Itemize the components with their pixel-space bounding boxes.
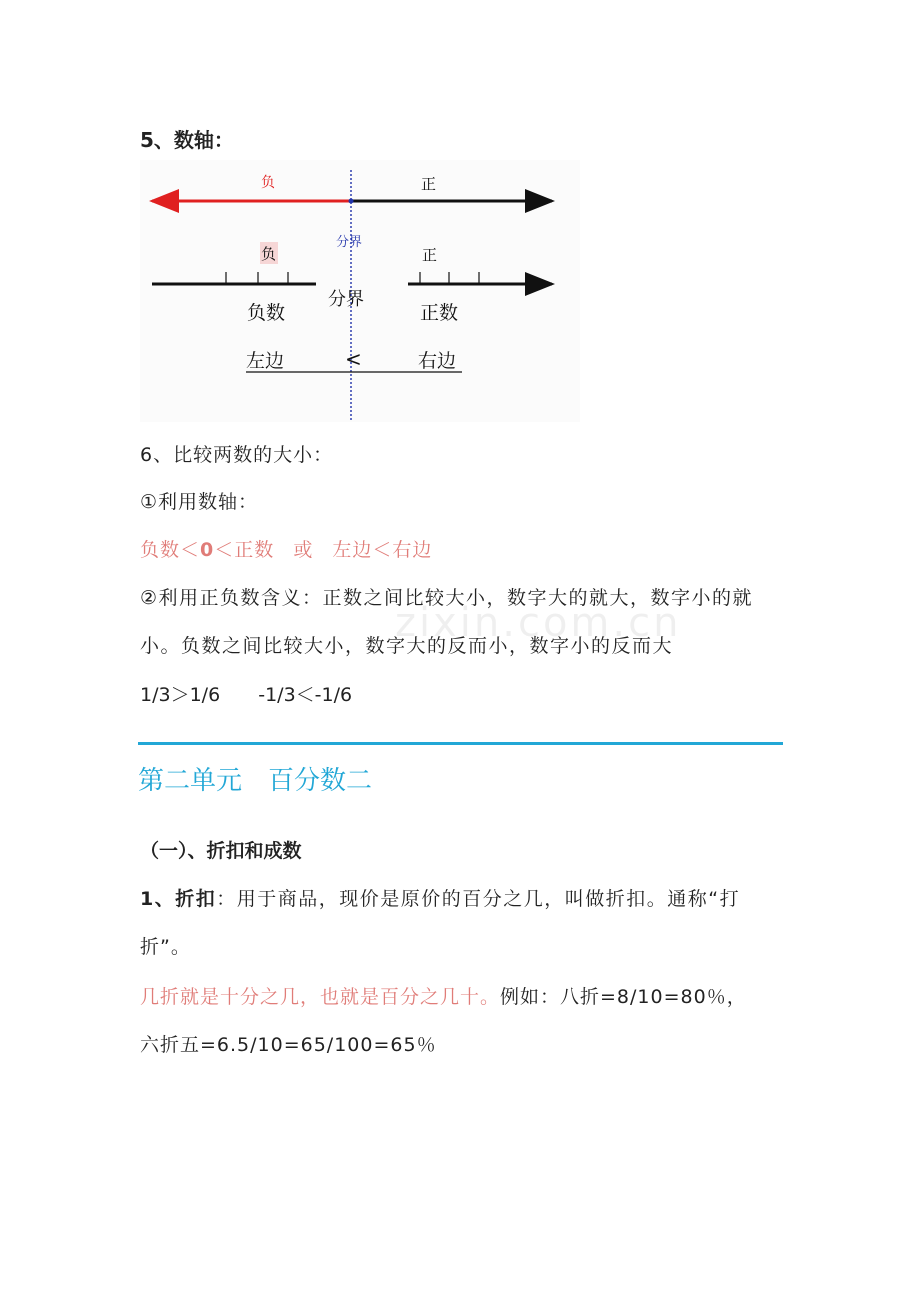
method-1-label: ①利用数轴： — [140, 491, 259, 513]
separator: ： — [216, 888, 237, 910]
rule-part-2: ＜正数 — [214, 539, 275, 561]
example-positive-fractions: 1/3＞1/6 — [140, 684, 221, 706]
method-2-line-1: ②利用正负数含义：正数之间比较大小，数字大的就大，数字小的就 — [140, 587, 754, 609]
method-2-line-2: 小。负数之间比较大小，数字大的反而小，数字小的反而大 — [140, 635, 674, 657]
discount-example-1: 例如：八折=8/10=80％， — [500, 986, 747, 1008]
discount-term: 1、折扣 — [140, 888, 217, 910]
negative-label-mid: 负 — [261, 245, 277, 263]
rule-part-1: 负数＜ — [140, 539, 201, 561]
unit-divider — [138, 742, 783, 745]
negative-numbers-label: 负数 — [247, 302, 286, 324]
discount-definition: 用于商品，现价是原价的百分之几，叫做折扣。通称“打 — [236, 888, 741, 910]
comparison-rule — [140, 535, 432, 562]
origin-dot — [349, 199, 354, 204]
section-heading-number-line: 5、数轴： — [140, 128, 234, 152]
fraction-examples — [140, 680, 352, 707]
unit-title: 第二单元 百分数二 — [138, 766, 373, 796]
number-line-diagram — [140, 160, 580, 422]
rule-or: 或 — [293, 539, 314, 561]
right-side-label: 右边 — [418, 350, 457, 372]
subsection-heading: （一）、折扣和成数 — [140, 840, 302, 862]
left-side-label: 左边 — [246, 350, 285, 372]
boundary-label-small: 分界 — [336, 235, 363, 250]
negative-label-top: 负 — [261, 175, 275, 191]
discount-highlight: 几折就是十分之几，也就是百分之几十。 — [140, 986, 501, 1008]
section-heading-compare: 6、比较两数的大小： — [140, 444, 334, 466]
example-negative-fractions: -1/3＜-1/6 — [258, 684, 353, 706]
watermark: zixin.com.cn — [395, 600, 682, 646]
positive-numbers-label: 正数 — [420, 302, 459, 324]
boundary-label-large: 分界 — [328, 289, 364, 310]
rule-zero: 0 — [200, 539, 215, 561]
positive-label-top: 正 — [421, 175, 437, 193]
discount-definition-line-1 — [140, 884, 740, 911]
rule-part-3: 左边＜右边 — [332, 539, 433, 561]
positive-label-mid: 正 — [422, 246, 438, 264]
discount-example-2: 六折五=6.5/10=65/100=65％ — [140, 1034, 437, 1056]
less-than-sign: < — [345, 347, 362, 371]
discount-definition-line-2: 折”。 — [140, 936, 191, 958]
discount-explanation — [140, 982, 747, 1009]
